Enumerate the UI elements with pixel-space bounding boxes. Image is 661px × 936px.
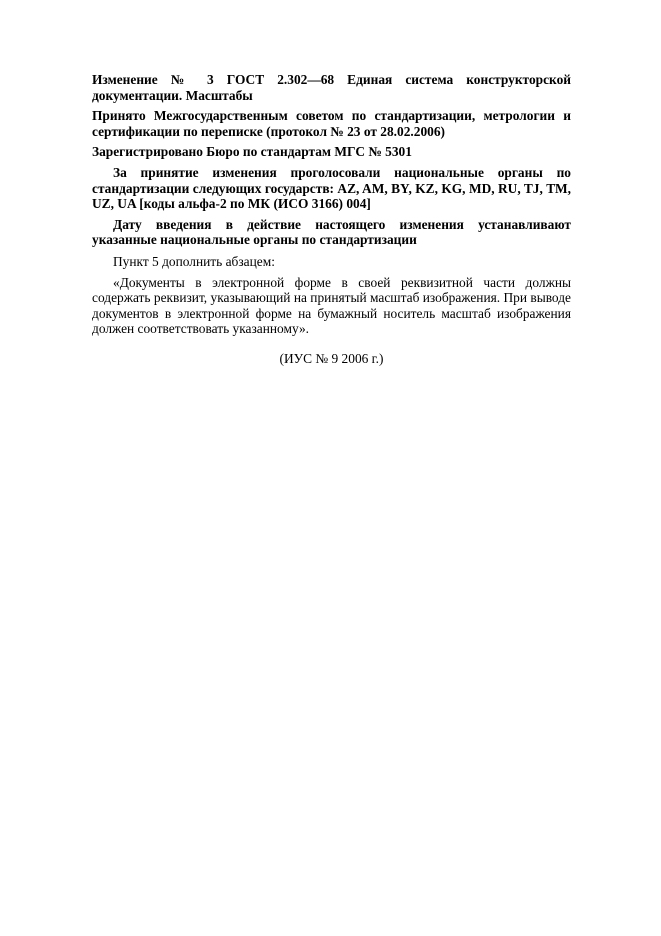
- ius-reference: (ИУС № 9 2006 г.): [279, 350, 384, 366]
- amendment-body-text: «Документы в электронной форме в своей реквизитной части должны содержать реквизит, указывающий на принятый масштаб изображения. При выводе документов в электронной форме на бумажный носитель масштаб изображения должен соответствовать указанному».: [92, 274, 571, 337]
- effective-date-note: Дату введения в действие настоящего изменения устанавливают указанные национальные органы по стандартизации: [92, 216, 571, 248]
- registration-note: Зарегистрировано Бюро по стандартам МГС № 5301: [92, 144, 412, 160]
- amendment-instruction: Пункт 5 дополнить абзацем:: [113, 253, 275, 269]
- adoption-note: Принято Межгосударственным советом по стандартизации, метрологии и сертификации по переписке (протокол № 23 от 28.02.2006): [92, 108, 571, 139]
- amendment-heading: Изменение № 3 ГОСТ 2.302—68 Единая система конструкторской документации. Масштабы: [92, 72, 571, 103]
- voting-countries-note: За принятие изменения проголосовали национальные органы по стандартизации следующих государств: AZ, AM, BY, KZ, KG, MD, RU, TJ, ТМ, UZ, UA [коды альфа-2 по МК (ИСО 3166) 004]: [92, 164, 571, 212]
- document-content: [92, 72, 571, 372]
